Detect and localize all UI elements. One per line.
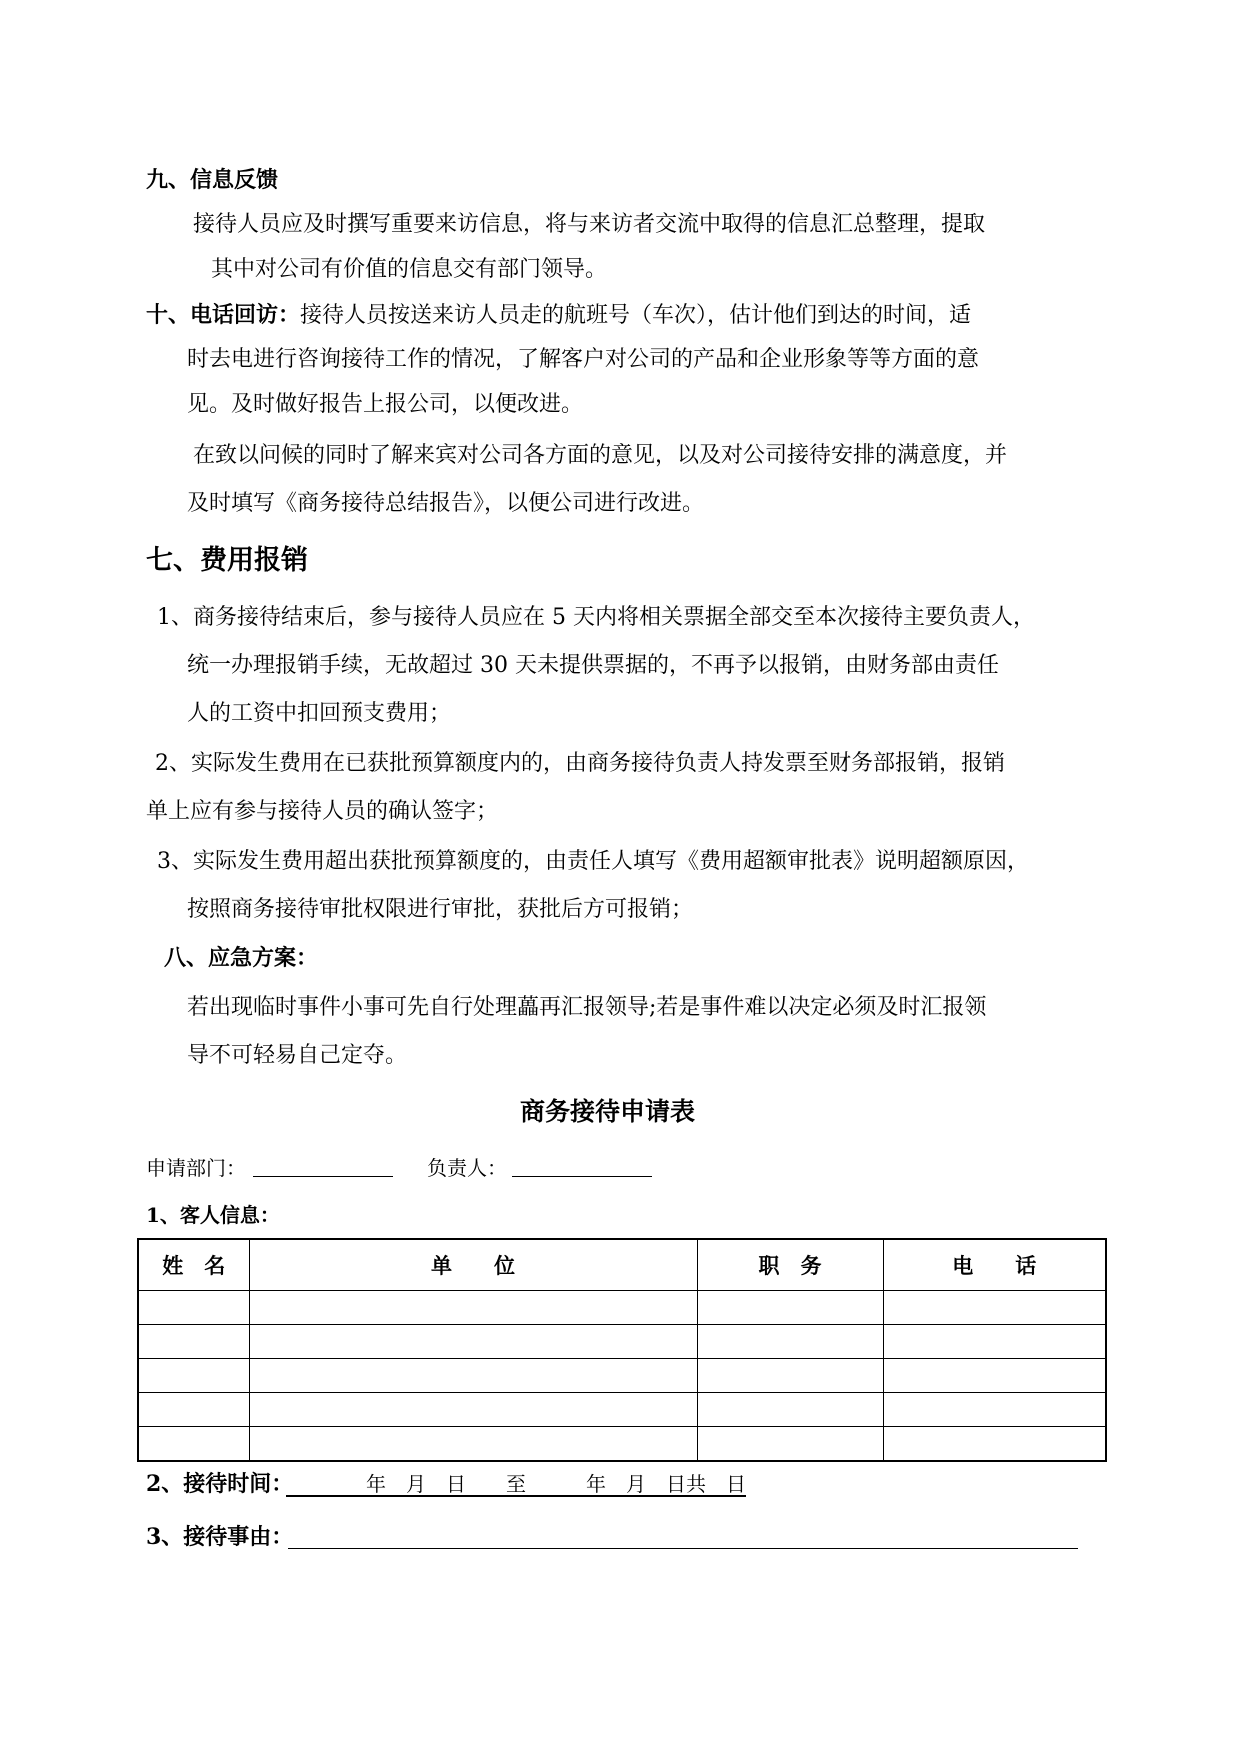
dept-field[interactable] (253, 1176, 393, 1177)
section10-line1: 接待人员按送来访人员走的航班号（车次），估计他们到达的时间，适 (300, 303, 972, 328)
section10-line5: 及时填写《商务接待总结报告》，以便公司进行改进。 (187, 491, 705, 516)
table-cell[interactable] (249, 1359, 697, 1393)
dept-label: 申请部门： (146, 1156, 246, 1180)
table-row (138, 1393, 1106, 1427)
section7-item1-line2: 统一办理报销手续，无故超过 30 天未提供票据的，不再予以报销，由财务部由责任 (187, 653, 999, 678)
time-field[interactable]: 年 月 日 至 年 月 日共 日 (286, 1472, 746, 1496)
table-cell[interactable] (697, 1359, 883, 1393)
section10-first-line (146, 300, 971, 331)
section7-heading: 七、费用报销 (146, 545, 308, 576)
table-row (138, 1427, 1106, 1462)
table-row (138, 1359, 1106, 1393)
section10-line3: 见。及时做好报告上报公司，以便改进。 (187, 392, 584, 417)
table-cell[interactable] (138, 1427, 249, 1462)
owner-label: 负责人： (427, 1156, 507, 1180)
section10-line2: 时去电进行咨询接待工作的情况，了解客户对公司的产品和企业形象等等方面的意 (187, 347, 980, 372)
table-cell[interactable] (883, 1427, 1106, 1462)
table-cell[interactable] (249, 1393, 697, 1427)
section7-item2-line2: 单上应有参与接待人员的确认签字； (146, 799, 499, 824)
guest-info-table (137, 1238, 1107, 1462)
section9-line1: 接待人员应及时撰写重要来访信息，将与来访者交流中取得的信息汇总整理，提取 (193, 212, 986, 237)
table-cell[interactable] (883, 1359, 1106, 1393)
table-cell[interactable] (249, 1427, 697, 1462)
table-cell[interactable] (138, 1291, 249, 1325)
form-title: 商务接待申请表 (520, 1097, 696, 1126)
section7-item3-line1: 3、实际发生费用超出获批预算额度的，由责任人填写《费用超额审批表》说明超额原因， (157, 849, 1030, 874)
table-cell[interactable] (697, 1427, 883, 1462)
time-label: 2、接待时间： (146, 1471, 294, 1497)
table-cell[interactable] (883, 1325, 1106, 1359)
section8-line2: 导不可轻易自己定夺。 (187, 1043, 408, 1068)
table-cell[interactable] (697, 1325, 883, 1359)
section8-heading: 八、应急方案： (164, 945, 319, 971)
section7-item3-line2: 按照商务接待审批权限进行审批，获批后方可报销； (187, 897, 694, 922)
section7-item2-line1: 2、实际发生费用在已获批预算额度内的，由商务接待负责人持发票至财务部报销，报销 (155, 751, 1005, 776)
table-cell[interactable] (697, 1393, 883, 1427)
table-cell[interactable] (883, 1291, 1106, 1325)
table-cell[interactable] (249, 1291, 697, 1325)
owner-field[interactable] (512, 1176, 652, 1177)
section9-heading: 九、信息反馈 (146, 167, 279, 193)
table-cell[interactable] (883, 1393, 1106, 1427)
table-cell[interactable] (138, 1359, 249, 1393)
table-cell[interactable] (138, 1393, 249, 1427)
section10-heading: 十、电话回访： (146, 302, 301, 328)
table-row (138, 1291, 1106, 1325)
table-row (138, 1325, 1106, 1359)
table-cell[interactable] (138, 1325, 249, 1359)
reason-field[interactable] (288, 1548, 1078, 1549)
section8-line1: 若出现临时事件小事可先自行处理藟再汇报领导;若是事件难以决定必须及时汇报领 (187, 995, 987, 1020)
header-phone: 电 话 (883, 1239, 1106, 1291)
header-name: 姓 名 (138, 1239, 249, 1291)
table-cell[interactable] (249, 1325, 697, 1359)
section7-item1-line3: 人的工资中扣回预支费用； (187, 701, 452, 726)
guest-info-label: 1、客人信息： (146, 1203, 280, 1227)
section7-item1-line1: 1、商务接待结束后，参与接待人员应在 5 天内将相关票据全部交至本次接待主要负责人， (157, 605, 1035, 630)
section9-line2: 其中对公司有价值的信息交有部门领导。 (211, 257, 608, 282)
table-header-row (138, 1239, 1106, 1291)
header-unit: 单 位 (249, 1239, 697, 1291)
table-cell[interactable] (697, 1291, 883, 1325)
reason-label: 3、接待事由： (146, 1524, 294, 1550)
section10-line4: 在致以问候的同时了解来宾对公司各方面的意见，以及对公司接待安排的满意度，并 (193, 443, 1008, 468)
header-position: 职 务 (697, 1239, 883, 1291)
